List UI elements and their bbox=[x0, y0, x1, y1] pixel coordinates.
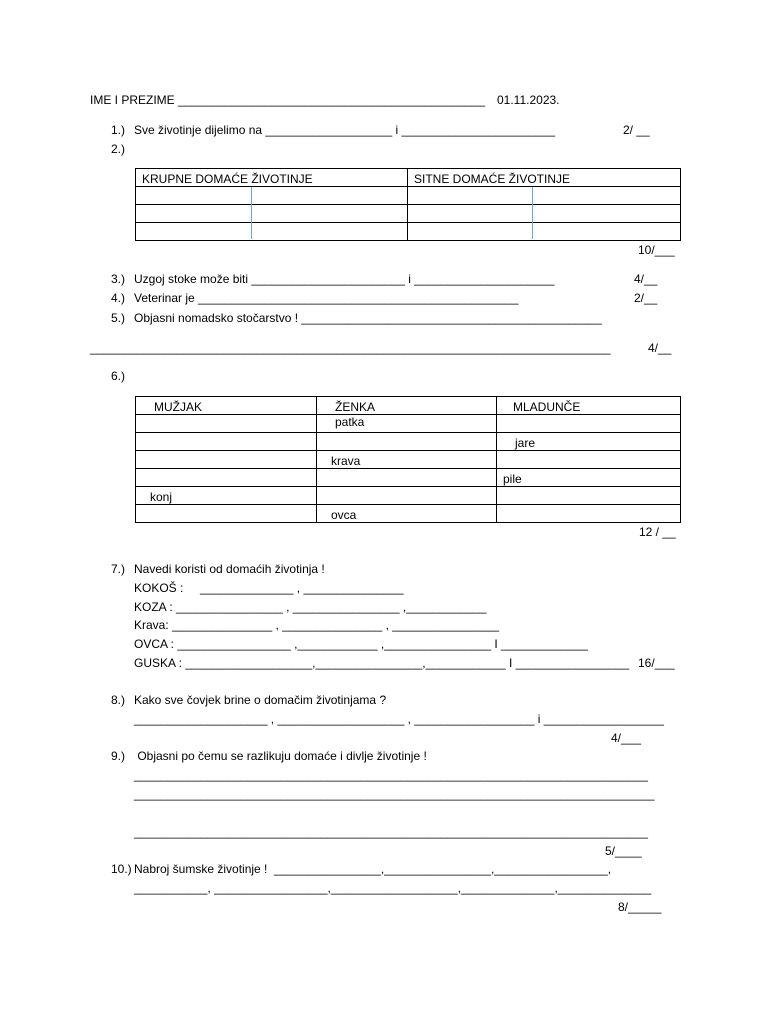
table-cell bbox=[317, 469, 497, 487]
answer-line: GUSKA : ___________________,________________,____________ I _________________ bbox=[134, 656, 630, 670]
answer-line: ___________, _________________,___________________,______________,______________ bbox=[134, 881, 652, 895]
question-number: 1.) bbox=[111, 123, 126, 137]
table-cell: krava bbox=[317, 451, 497, 469]
table-cell bbox=[136, 187, 408, 205]
question-number: 9.) bbox=[111, 749, 126, 763]
question-number: 3.) bbox=[111, 272, 126, 286]
question-6-points: 12 / __ bbox=[639, 525, 676, 539]
answer-line: _____________________________________________________________________________ bbox=[134, 825, 648, 839]
question-8-title: Kako sve čovjek brine o domačim životinjama ? bbox=[134, 693, 387, 707]
table-cell bbox=[497, 487, 681, 505]
question-9-points: 5/____ bbox=[605, 844, 642, 858]
table-cell: ovca bbox=[317, 505, 497, 523]
table-cell: pile bbox=[497, 469, 681, 487]
table-header-male: MUŽJAK bbox=[136, 397, 317, 415]
question-4-points: 2/__ bbox=[634, 291, 658, 305]
table-cell bbox=[136, 451, 317, 469]
table-cell bbox=[408, 205, 681, 223]
domestic-animals-table bbox=[135, 168, 681, 241]
question-10-title: Nabroj šumske životinje ! ________________,________________,_________________, bbox=[134, 862, 612, 876]
table-cell bbox=[136, 469, 317, 487]
question-5-points: 4/__ bbox=[648, 341, 672, 355]
question-1-text: Sve životinje dijelimo na ___________________ i _______________________ bbox=[134, 123, 556, 137]
table-cell bbox=[497, 415, 681, 433]
question-4-text: Veterinar je ________________________________________________ bbox=[134, 291, 519, 305]
table-cell bbox=[317, 433, 497, 451]
question-7-points: 16/___ bbox=[638, 656, 675, 670]
name-field-label: IME I PREZIME ______________________________________________ bbox=[90, 93, 486, 107]
question-number: 8.) bbox=[111, 693, 126, 707]
table-cell bbox=[136, 223, 408, 241]
question-3-text: Uzgoj stoke može biti _______________________ i _____________________ bbox=[134, 272, 555, 286]
table-cell bbox=[497, 451, 681, 469]
question-5-text: Objasni nomadsko stočarstvo ! _____________________________________________ bbox=[134, 311, 602, 325]
table-cell bbox=[136, 415, 317, 433]
table-cell bbox=[408, 223, 681, 241]
table-header-female: ŽENKA bbox=[317, 397, 497, 415]
answer-line: ______________________________________________________________________________ bbox=[90, 341, 611, 355]
question-number: 7.) bbox=[111, 562, 126, 576]
cell-divider-mark bbox=[532, 187, 533, 239]
question-3-points: 4/__ bbox=[634, 272, 658, 286]
question-7-title: Navedi koristi od domaćih životinja ! bbox=[134, 562, 325, 576]
table-header-young: MLADUNČE bbox=[497, 397, 681, 415]
question-number: 4.) bbox=[111, 291, 126, 305]
question-number: 10.) bbox=[111, 862, 132, 876]
table-header-large-animals: KRUPNE DOMAĆE ŽIVOTINJE bbox=[136, 169, 408, 187]
question-number: 6.) bbox=[111, 369, 126, 383]
animal-family-table bbox=[135, 396, 681, 523]
answer-line: ______________________________________________________________________________ bbox=[134, 787, 655, 801]
answer-line: OVCA : _________________ ,____________ ,________________ I _____________ bbox=[134, 637, 588, 651]
question-1-points: 2/ __ bbox=[623, 123, 650, 137]
answer-line: Krava: _______________ , _______________ , ________________ bbox=[134, 618, 500, 632]
question-2-points: 10/___ bbox=[638, 243, 675, 257]
question-8-points: 4/___ bbox=[611, 731, 642, 745]
test-date: 01.11.2023. bbox=[497, 93, 560, 107]
table-cell bbox=[497, 505, 681, 523]
table-cell bbox=[136, 433, 317, 451]
table-cell bbox=[136, 505, 317, 523]
table-cell: jare bbox=[497, 433, 681, 451]
answer-line: _____________________________________________________________________________ bbox=[134, 768, 648, 782]
table-cell bbox=[136, 205, 408, 223]
cell-divider-mark bbox=[251, 187, 252, 239]
table-cell bbox=[317, 487, 497, 505]
question-9-title: Objasni po čemu se razlikuju domaće i divlje životinje ! bbox=[134, 749, 427, 763]
answer-line: KOKOŠ : ______________ , _______________ bbox=[134, 581, 404, 595]
question-10-points: 8/_____ bbox=[618, 900, 662, 914]
table-cell bbox=[408, 187, 681, 205]
answer-line: KOZA : ________________ , ________________ ,____________ bbox=[134, 600, 487, 614]
question-number: 5.) bbox=[111, 311, 126, 325]
table-header-small-animals: SITNE DOMAĆE ŽIVOTINJE bbox=[408, 169, 681, 187]
table-cell: konj bbox=[136, 487, 317, 505]
table-cell: patka bbox=[317, 415, 497, 433]
answer-line: ____________________ , ___________________ , __________________ i __________________ bbox=[134, 712, 664, 726]
question-number: 2.) bbox=[111, 142, 126, 156]
